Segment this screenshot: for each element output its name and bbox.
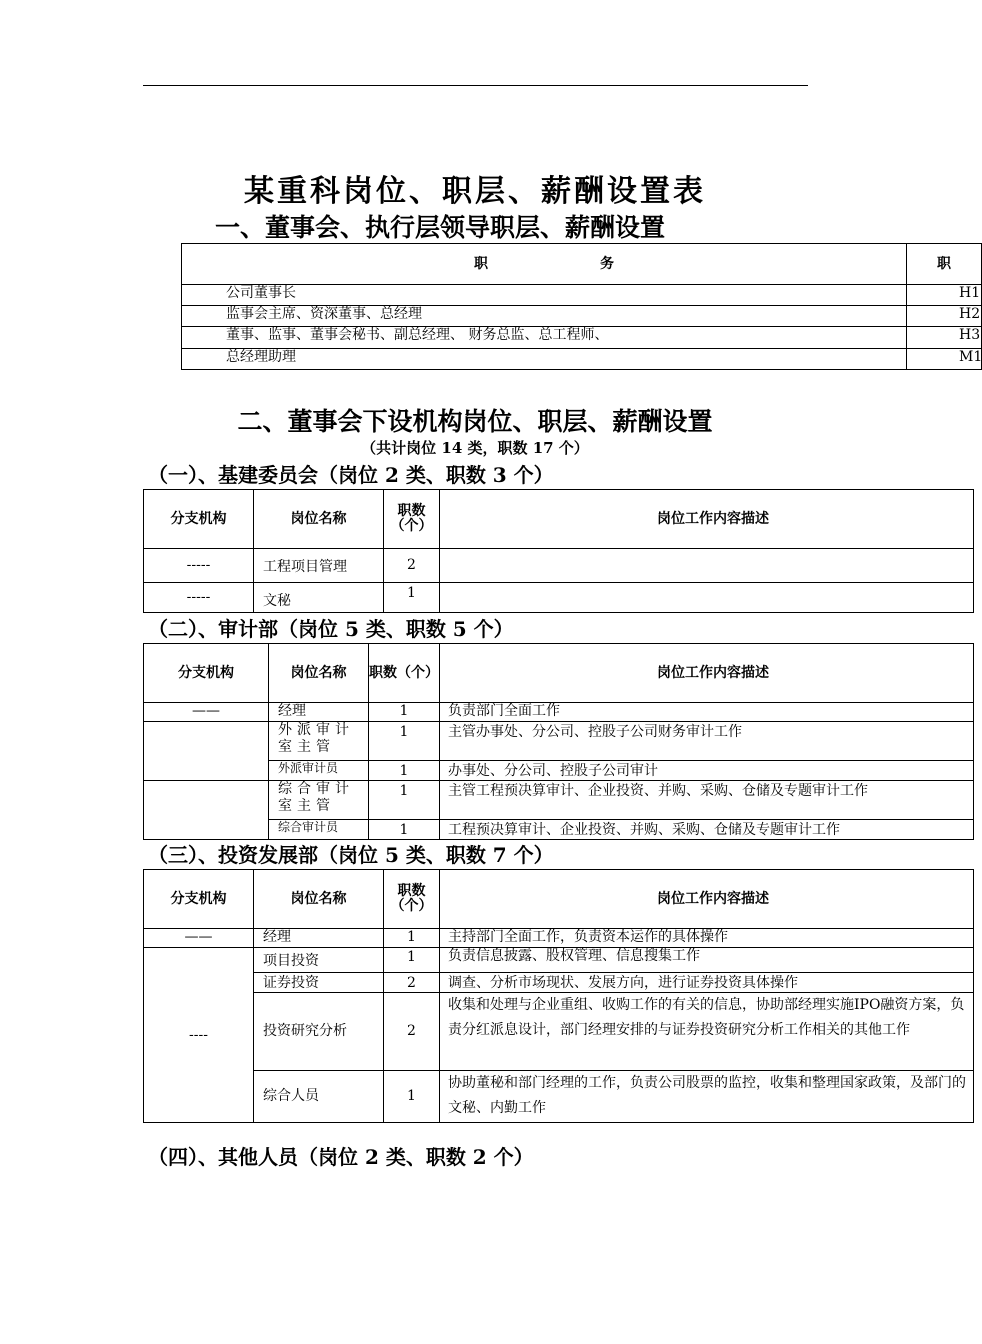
count-cell: 2 <box>384 973 440 993</box>
count-header: 职数（个） <box>369 644 440 703</box>
desc-header: 岗位工作内容描述 <box>440 490 974 549</box>
leadership-table <box>181 243 982 370</box>
desc-cell: 协助董秘和部门经理的工作，负责公司股票的监控，收集和整理国家政策，及部门的文秘、内勤工作 <box>440 1071 974 1123</box>
desc-cell: 主管办事处、分公司、控股子公司财务审计工作 <box>440 722 974 761</box>
branch-header: 分支机构 <box>144 644 269 703</box>
branch-cell: —— <box>144 929 254 948</box>
count-cell: 1 <box>369 703 440 722</box>
section2-title: 二、董事会下设机构岗位、职层、薪酬设置 <box>237 407 713 436</box>
desc-cell: 工程预决算审计、企业投资、并购、采购、仓储及专题审计工作 <box>440 820 974 840</box>
grade-cell: M1 <box>907 349 982 370</box>
post-cell: 外派审计室主管 <box>269 722 369 761</box>
branch-header: 分支机构 <box>144 870 254 929</box>
count-cell: 1 <box>369 722 440 761</box>
position-cell: 董事、监事、董事会秘书、副总经理、 财务总监、总工程师、 <box>182 327 907 349</box>
document-title: 某重科岗位、职层、薪酬设置表 <box>244 174 706 209</box>
post-cell: 工程项目管理 <box>254 549 384 583</box>
post-cell: 经理 <box>269 703 369 722</box>
desc-cell: 负责信息披露、股权管理、信息搜集工作 <box>440 948 974 973</box>
table-row <box>182 306 982 327</box>
table-row <box>144 948 974 973</box>
audit-department-table <box>143 643 974 840</box>
count-cell: 1 <box>384 948 440 973</box>
table-row <box>182 327 982 349</box>
count-cell: 1 <box>384 929 440 948</box>
branch-cell: ----- <box>144 549 254 583</box>
post-header: 岗位名称 <box>254 490 384 549</box>
sub1-title: （一）、基建委员会（岗位 2 类、职数 3 个） <box>148 463 554 487</box>
count-cell: 1 <box>369 820 440 840</box>
post-cell: 综合审计员 <box>269 820 369 840</box>
section2-subtitle: （共计岗位 14 类，职数 17 个） <box>361 439 589 457</box>
construction-committee-table <box>143 489 974 613</box>
branch-cell: ----- <box>144 583 254 613</box>
post-cell: 投资研究分析 <box>254 993 384 1071</box>
post-header: 岗位名称 <box>254 870 384 929</box>
count-header: 职数（个） <box>384 490 440 549</box>
table-row <box>144 820 974 840</box>
table-row <box>144 1071 974 1123</box>
table-row <box>144 993 974 1071</box>
table-row <box>144 761 974 781</box>
count-header: 职数（个） <box>384 870 440 929</box>
count-cell: 2 <box>384 993 440 1071</box>
post-cell: 外派审计员 <box>269 761 369 781</box>
desc-cell: 调查、分析市场现状、发展方向，进行证券投资具体操作 <box>440 973 974 993</box>
post-cell: 项目投资 <box>254 948 384 973</box>
branch-cell <box>144 722 269 781</box>
branch-header: 分支机构 <box>144 490 254 549</box>
grade-header: 职 <box>907 244 982 285</box>
sub4-title: （四）、其他人员（岗位 2 类、职数 2 个） <box>148 1145 534 1169</box>
sub2-title: （二）、审计部（岗位 5 类、职数 5 个） <box>148 617 514 641</box>
desc-cell <box>440 583 974 613</box>
desc-header: 岗位工作内容描述 <box>440 870 974 929</box>
grade-cell: H1 <box>907 285 982 306</box>
desc-cell: 收集和处理与企业重组、收购工作的有关的信息，协助部经理实施IPO融资方案，负责分红派息设计，部门经理安排的与证券投资研究分析工作相关的其他工作 <box>440 993 974 1071</box>
position-header: 职 务 <box>182 244 907 285</box>
count-cell: 1 <box>384 1071 440 1123</box>
table-row <box>182 349 982 370</box>
section1-title: 一、董事会、执行层领导职层、薪酬设置 <box>215 213 666 242</box>
grade-cell: H3 <box>907 327 982 349</box>
count-cell: 1 <box>369 761 440 781</box>
table-row <box>144 703 974 722</box>
position-cell: 监事会主席、资深董事、总经理 <box>182 306 907 327</box>
investment-department-table <box>143 869 974 1123</box>
branch-cell <box>144 781 269 840</box>
sub3-title: （三）、投资发展部（岗位 5 类、职数 7 个） <box>148 843 554 867</box>
table-row <box>144 722 974 761</box>
post-cell: 综合人员 <box>254 1071 384 1123</box>
count-cell: 2 <box>384 549 440 583</box>
grade-cell: H2 <box>907 306 982 327</box>
desc-cell: 负责部门全面工作 <box>440 703 974 722</box>
desc-cell: 主持部门全面工作，负责资本运作的具体操作 <box>440 929 974 948</box>
branch-cell: ---- <box>144 948 254 1123</box>
table-row <box>144 781 974 820</box>
position-cell: 总经理助理 <box>182 349 907 370</box>
table-row <box>144 583 974 613</box>
post-header: 岗位名称 <box>269 644 369 703</box>
desc-cell: 办事处、分公司、控股子公司审计 <box>440 761 974 781</box>
desc-header: 岗位工作内容描述 <box>440 644 974 703</box>
table-row <box>144 549 974 583</box>
desc-cell: 主管工程预决算审计、企业投资、并购、采购、仓储及专题审计工作 <box>440 781 974 820</box>
post-cell: 经理 <box>254 929 384 948</box>
table-row <box>144 929 974 948</box>
post-cell: 证券投资 <box>254 973 384 993</box>
count-cell: 1 <box>369 781 440 820</box>
header-rule <box>143 85 808 86</box>
branch-cell: —— <box>144 703 269 722</box>
table-row <box>182 285 982 306</box>
count-cell: 1 <box>384 583 440 613</box>
table-row <box>144 973 974 993</box>
post-cell: 综合审计室主管 <box>269 781 369 820</box>
position-cell: 公司董事长 <box>182 285 907 306</box>
post-cell: 文秘 <box>254 583 384 613</box>
desc-cell <box>440 549 974 583</box>
